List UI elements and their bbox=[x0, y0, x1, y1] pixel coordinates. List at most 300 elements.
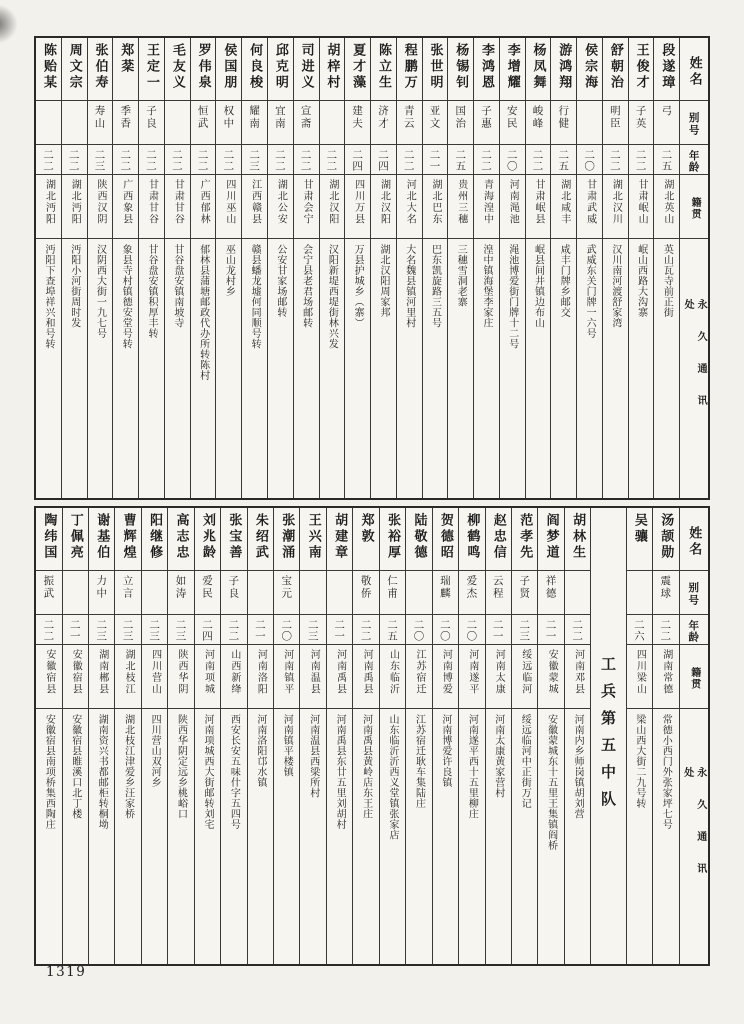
person-alias-cell bbox=[300, 570, 325, 614]
person-column bbox=[36, 38, 61, 498]
person-name: 陈立生 bbox=[375, 43, 391, 91]
person-name-cell bbox=[565, 508, 590, 570]
person-address-cell bbox=[538, 708, 563, 964]
person-name: 罗伟泉 bbox=[195, 43, 211, 91]
person-name-cell bbox=[551, 38, 576, 100]
person-native-place: 四川万县 bbox=[352, 179, 364, 225]
person-column bbox=[247, 508, 273, 964]
person-column bbox=[652, 508, 678, 964]
person-alias: 宝元 bbox=[280, 575, 293, 600]
person-native-place-cell bbox=[448, 174, 473, 238]
person-native-place: 江苏宿迁 bbox=[413, 649, 425, 695]
person-alias: 耀南 bbox=[248, 105, 261, 130]
person-native-place-cell bbox=[406, 644, 431, 708]
person-alias-cell bbox=[500, 100, 525, 144]
person-address: 河南博爱许良镇 bbox=[439, 714, 451, 788]
person-address-cell bbox=[63, 708, 88, 964]
person-age-cell bbox=[448, 144, 473, 174]
person-age: 二五 bbox=[386, 619, 398, 642]
person-age: 二五 bbox=[454, 149, 467, 172]
person-alias: 青云 bbox=[402, 105, 415, 130]
person-address: 河南洛阳邙水镇 bbox=[254, 714, 266, 788]
person-name-cell bbox=[113, 38, 138, 100]
person-address-cell bbox=[526, 238, 551, 498]
person-native-place-cell bbox=[139, 174, 164, 238]
person-name: 阳继修 bbox=[147, 513, 163, 561]
person-name: 阎梦道 bbox=[543, 513, 559, 561]
person-address-cell bbox=[216, 238, 241, 498]
person-native-place-cell bbox=[165, 174, 190, 238]
person-age: 二二 bbox=[634, 149, 647, 172]
person-column bbox=[194, 508, 220, 964]
person-name: 程鹏万 bbox=[401, 43, 417, 91]
person-alias: 子良 bbox=[227, 575, 240, 600]
header-label-alias-cell bbox=[680, 570, 709, 614]
person-column bbox=[628, 38, 654, 498]
person-name-cell bbox=[36, 508, 61, 570]
person-name-cell bbox=[512, 508, 537, 570]
person-name: 司进义 bbox=[298, 43, 314, 91]
person-alias: 济才 bbox=[376, 105, 389, 130]
person-address-cell bbox=[248, 708, 273, 964]
person-name-cell bbox=[603, 38, 628, 100]
person-native-place: 湖北公安 bbox=[275, 179, 287, 225]
person-native-place-cell bbox=[433, 644, 458, 708]
person-address-cell bbox=[89, 708, 114, 964]
header-column bbox=[679, 508, 709, 964]
person-age-cell bbox=[577, 144, 602, 174]
person-age: 二二 bbox=[608, 149, 621, 172]
person-address-cell bbox=[500, 238, 525, 498]
person-alias-cell bbox=[371, 100, 396, 144]
person-alias: 亚文 bbox=[428, 105, 441, 130]
person-address-cell bbox=[242, 238, 267, 498]
person-native-place-cell bbox=[629, 174, 654, 238]
person-name-cell bbox=[63, 508, 88, 570]
person-address-cell bbox=[274, 708, 299, 964]
person-alias-cell bbox=[577, 100, 602, 144]
person-address: 甘谷盘安镇南坡寺 bbox=[171, 244, 183, 328]
person-address-cell bbox=[327, 708, 352, 964]
person-column bbox=[511, 508, 537, 964]
person-age: 二〇 bbox=[412, 619, 425, 642]
person-column bbox=[602, 38, 628, 498]
person-column bbox=[319, 38, 345, 498]
person-address-cell bbox=[300, 708, 325, 964]
person-alias-cell bbox=[168, 570, 193, 614]
person-native-place-cell bbox=[327, 644, 352, 708]
person-alias: 振武 bbox=[42, 575, 55, 600]
person-name-cell bbox=[577, 38, 602, 100]
person-column bbox=[273, 508, 299, 964]
person-name: 汤颉勋 bbox=[658, 513, 674, 561]
person-native-place: 甘肃会宁 bbox=[301, 179, 313, 225]
person-age: 二四 bbox=[351, 149, 364, 172]
person-native-place: 河南太康 bbox=[493, 649, 505, 695]
person-age: 二一 bbox=[544, 619, 557, 642]
person-native-place-cell bbox=[397, 174, 422, 238]
person-age-cell bbox=[629, 144, 654, 174]
person-native-place-cell bbox=[268, 174, 293, 238]
unit-column bbox=[590, 508, 625, 964]
person-native-place: 河南项城 bbox=[202, 649, 214, 695]
person-alias-cell bbox=[512, 570, 537, 614]
header-label-age: 年龄 bbox=[687, 620, 700, 643]
person-alias: 祥德 bbox=[544, 575, 557, 600]
person-name-cell bbox=[526, 38, 551, 100]
person-name-cell bbox=[397, 38, 422, 100]
person-age: 二二 bbox=[325, 149, 338, 172]
person-alias-cell bbox=[380, 570, 405, 614]
person-name-cell bbox=[294, 38, 319, 100]
person-alias-cell bbox=[62, 100, 87, 144]
person-name-cell bbox=[88, 38, 113, 100]
person-address-cell bbox=[551, 238, 576, 498]
person-native-place-cell bbox=[565, 644, 590, 708]
person-address: 三穗雪洞老寨 bbox=[455, 244, 467, 307]
person-column bbox=[396, 38, 422, 498]
person-age-cell bbox=[433, 614, 458, 644]
person-native-place-cell bbox=[216, 174, 241, 238]
person-native-place-cell bbox=[36, 644, 61, 708]
person-age-cell bbox=[327, 614, 352, 644]
person-native-place: 陕西华阴 bbox=[176, 649, 187, 695]
person-age: 二四 bbox=[200, 619, 213, 642]
person-age: 二二 bbox=[145, 149, 158, 172]
person-age: 二一 bbox=[333, 619, 346, 642]
person-age-cell bbox=[36, 614, 61, 644]
person-address-cell bbox=[397, 238, 422, 498]
person-age-cell bbox=[653, 614, 678, 644]
person-address-cell bbox=[512, 708, 537, 964]
person-name: 曹辉煌 bbox=[120, 513, 136, 561]
person-age: 二二 bbox=[119, 149, 132, 172]
person-name: 张裕厚 bbox=[385, 513, 400, 561]
person-age: 二二 bbox=[359, 619, 372, 642]
person-alias-cell bbox=[627, 570, 652, 614]
person-address: 沔阳下查埠祥兴和号转 bbox=[42, 244, 54, 349]
person-name-cell bbox=[115, 508, 140, 570]
roster-table-bottom bbox=[34, 506, 710, 966]
header-label-age: 年龄 bbox=[687, 150, 700, 173]
person-native-place-cell bbox=[603, 174, 628, 238]
person-address-cell bbox=[629, 238, 654, 498]
person-column bbox=[293, 38, 319, 498]
person-native-place: 湖北汉阳 bbox=[326, 179, 338, 225]
person-native-place: 安徽蒙城 bbox=[546, 649, 558, 695]
person-age: 二二 bbox=[299, 149, 312, 172]
person-alias: 力中 bbox=[95, 575, 108, 600]
person-native-place-cell bbox=[474, 174, 499, 238]
person-address: 渑池博爱街门牌十二号 bbox=[506, 244, 518, 349]
person-name-cell bbox=[371, 38, 396, 100]
person-name: 何良梭 bbox=[247, 43, 263, 91]
person-address-cell bbox=[371, 238, 396, 498]
person-age: 二三 bbox=[518, 619, 531, 642]
person-address-cell bbox=[353, 708, 378, 964]
person-alias: 爱民 bbox=[200, 575, 213, 600]
person-age: 二二 bbox=[170, 149, 183, 172]
person-name: 王定一 bbox=[144, 43, 160, 91]
person-name: 游鸿翔 bbox=[556, 43, 572, 91]
person-address: 河南内乡师岗镇胡刘营 bbox=[572, 714, 584, 819]
person-name: 赵忠信 bbox=[490, 513, 506, 561]
person-address: 安徽宿县南项桥集西陶庄 bbox=[43, 714, 55, 830]
person-age-cell bbox=[371, 144, 396, 174]
header-label-name-cell bbox=[680, 38, 708, 100]
person-address: 汉川南河渡舒家湾 bbox=[609, 244, 621, 328]
person-name: 张宝善 bbox=[226, 513, 242, 561]
person-column bbox=[537, 508, 563, 964]
person-age: 二〇 bbox=[280, 619, 293, 642]
person-name: 张伯寿 bbox=[92, 43, 108, 91]
person-native-place-cell bbox=[88, 174, 113, 238]
person-age-cell bbox=[512, 614, 537, 644]
person-age-cell bbox=[242, 144, 267, 174]
person-name: 胡林生 bbox=[570, 513, 586, 561]
person-age: 二二 bbox=[227, 619, 240, 642]
person-address-cell bbox=[62, 238, 87, 498]
person-name: 杨凤舞 bbox=[530, 43, 546, 91]
person-age: 二五 bbox=[660, 149, 673, 172]
person-native-place-cell bbox=[62, 174, 87, 238]
person-alias: 敬侨 bbox=[359, 575, 372, 600]
person-name-cell bbox=[195, 508, 220, 570]
person-alias-cell bbox=[191, 100, 216, 144]
person-alias-cell bbox=[565, 570, 590, 614]
person-age: 二〇 bbox=[583, 149, 596, 172]
person-age-cell bbox=[423, 144, 448, 174]
person-native-place: 江西赣县 bbox=[249, 179, 261, 225]
person-address-cell bbox=[603, 238, 628, 498]
person-age: 二二 bbox=[659, 619, 672, 642]
person-alias-cell bbox=[551, 100, 576, 144]
person-name-cell bbox=[268, 38, 293, 100]
person-address-cell bbox=[191, 238, 216, 498]
person-age-cell bbox=[248, 614, 273, 644]
header-label-alias-cell bbox=[680, 100, 708, 144]
person-address-cell bbox=[486, 708, 511, 964]
person-age: 二一 bbox=[68, 619, 81, 642]
person-alias-cell bbox=[139, 100, 164, 144]
person-alias-cell bbox=[406, 570, 431, 614]
person-age-cell bbox=[221, 614, 246, 644]
person-native-place: 湖北汉阳 bbox=[378, 179, 390, 225]
person-name: 邱克明 bbox=[272, 43, 288, 91]
person-native-place: 河南禹县 bbox=[334, 649, 346, 695]
person-name-cell bbox=[327, 508, 352, 570]
person-name: 陆敬德 bbox=[411, 513, 427, 561]
person-native-place-cell bbox=[353, 644, 378, 708]
person-address: 山东临沂沂西义堂镇张家店 bbox=[387, 714, 398, 840]
person-alias: 子贤 bbox=[518, 575, 531, 600]
unit-label: 工兵第五中队 bbox=[598, 656, 617, 818]
person-column bbox=[190, 38, 216, 498]
person-alias-cell bbox=[459, 570, 484, 614]
person-alias: 安民 bbox=[505, 105, 518, 130]
person-alias-cell bbox=[433, 570, 458, 614]
person-native-place-cell bbox=[459, 644, 484, 708]
person-address: 陕西华阴定远乡桃峪口 bbox=[175, 714, 187, 819]
person-native-place-cell bbox=[168, 644, 193, 708]
person-name-cell bbox=[474, 38, 499, 100]
header-label-age-cell bbox=[680, 144, 708, 174]
person-column bbox=[215, 38, 241, 498]
person-alias: 子惠 bbox=[480, 105, 492, 130]
person-address: 河南项城西大街邮转刘宅 bbox=[201, 714, 213, 830]
person-native-place-cell bbox=[36, 174, 61, 238]
person-native-place-cell bbox=[380, 644, 405, 708]
person-name-cell bbox=[62, 38, 87, 100]
person-name: 王俊才 bbox=[633, 43, 649, 91]
person-column bbox=[241, 38, 267, 498]
person-name-cell bbox=[654, 38, 679, 100]
person-age-cell bbox=[165, 144, 190, 174]
person-name-cell bbox=[216, 38, 241, 100]
person-alias-cell bbox=[36, 100, 61, 144]
person-age-cell bbox=[538, 614, 563, 644]
person-address: 西安长安五味什字五四号 bbox=[228, 714, 240, 830]
person-age: 二四 bbox=[376, 149, 389, 172]
person-native-place-cell bbox=[63, 644, 88, 708]
header-label-name: 姓名 bbox=[686, 55, 702, 88]
person-address-cell bbox=[423, 238, 448, 498]
person-native-place: 安徽宿县 bbox=[43, 649, 55, 695]
person-address-cell bbox=[139, 238, 164, 498]
person-column bbox=[422, 38, 448, 498]
person-address-cell bbox=[459, 708, 484, 964]
person-alias-cell bbox=[274, 570, 299, 614]
person-address-cell bbox=[433, 708, 458, 964]
person-native-place: 甘肃甘谷 bbox=[146, 179, 158, 225]
person-alias: 子良 bbox=[145, 105, 158, 130]
person-age-cell bbox=[603, 144, 628, 174]
person-address-cell bbox=[113, 238, 138, 498]
person-native-place: 湖北英山 bbox=[661, 179, 673, 225]
person-alias-cell bbox=[526, 100, 551, 144]
person-native-place-cell bbox=[242, 174, 267, 238]
person-address-cell bbox=[168, 708, 193, 964]
header-column bbox=[679, 38, 708, 498]
person-name-cell bbox=[300, 508, 325, 570]
person-alias-cell bbox=[486, 570, 511, 614]
page-number: 1319 bbox=[46, 964, 87, 980]
person-native-place: 陕西汉阴 bbox=[95, 179, 107, 225]
person-address: 湟中镇海堡李家庄 bbox=[481, 244, 492, 328]
person-column bbox=[61, 38, 87, 498]
person-age: 二二 bbox=[42, 619, 55, 642]
person-column bbox=[88, 508, 114, 964]
person-native-place: 河南镇平 bbox=[281, 649, 293, 695]
person-alias: 弓 bbox=[660, 105, 673, 118]
person-age: 二〇 bbox=[438, 619, 451, 642]
person-native-place: 河南博爱 bbox=[440, 649, 452, 695]
person-alias-cell bbox=[423, 100, 448, 144]
header-label-address: 永久通讯处 bbox=[681, 766, 706, 895]
person-age-cell bbox=[216, 144, 241, 174]
person-address-cell bbox=[448, 238, 473, 498]
person-address: 绥远临河中正街万记 bbox=[519, 714, 531, 809]
person-address: 汉阳新堤西堤街林兴发 bbox=[326, 244, 338, 349]
person-alias: 如涛 bbox=[174, 575, 187, 600]
person-name-cell bbox=[380, 508, 405, 570]
person-column bbox=[432, 508, 458, 964]
header-label-place-cell bbox=[680, 644, 709, 708]
person-name: 舒朝治 bbox=[607, 43, 623, 91]
person-native-place-cell bbox=[142, 644, 167, 708]
person-age-cell bbox=[62, 144, 87, 174]
person-age-cell bbox=[345, 144, 370, 174]
person-age-cell bbox=[300, 614, 325, 644]
person-address: 江苏宿迁耿车集陆庄 bbox=[413, 714, 425, 809]
person-alias-cell bbox=[538, 570, 563, 614]
header-label-address-cell bbox=[680, 708, 709, 964]
person-address-cell bbox=[565, 708, 590, 964]
person-age-cell bbox=[274, 614, 299, 644]
person-name-cell bbox=[274, 508, 299, 570]
person-native-place: 河南邓县 bbox=[572, 649, 584, 695]
person-native-place-cell bbox=[371, 174, 396, 238]
person-address-cell bbox=[406, 708, 431, 964]
person-age: 二三 bbox=[174, 619, 187, 642]
unit-label-cell bbox=[591, 508, 625, 964]
person-column bbox=[62, 508, 88, 964]
person-name: 李鸿恩 bbox=[479, 43, 494, 91]
person-name: 高志忠 bbox=[173, 513, 189, 561]
person-age: 二二 bbox=[222, 149, 235, 172]
person-name-cell bbox=[423, 38, 448, 100]
person-native-place: 贵州三穗 bbox=[455, 179, 467, 225]
person-address-cell bbox=[142, 708, 167, 964]
person-age: 二二 bbox=[273, 149, 286, 172]
person-column bbox=[87, 38, 113, 498]
person-native-place: 山东临沂 bbox=[387, 649, 399, 695]
person-address: 安徽宿县睢溪口北丁楼 bbox=[69, 714, 81, 819]
person-native-place: 安徽宿县 bbox=[70, 649, 82, 695]
person-name-cell bbox=[433, 508, 458, 570]
person-column bbox=[626, 508, 652, 964]
person-address-cell bbox=[115, 708, 140, 964]
person-alias: 恒武 bbox=[196, 105, 209, 130]
person-address-cell bbox=[88, 238, 113, 498]
person-age-cell bbox=[195, 614, 220, 644]
person-alias-cell bbox=[36, 570, 61, 614]
person-native-place: 湖北咸丰 bbox=[558, 179, 570, 225]
person-age: 二二 bbox=[571, 619, 584, 642]
person-native-place-cell bbox=[89, 644, 114, 708]
header-label-address-cell bbox=[680, 238, 708, 498]
person-native-place: 河北大名 bbox=[404, 179, 416, 225]
person-alias: 建夫 bbox=[351, 105, 364, 130]
person-age: 二一 bbox=[428, 149, 441, 172]
person-age-cell bbox=[142, 614, 167, 644]
person-alias-cell bbox=[89, 570, 114, 614]
person-alias: 寿山 bbox=[93, 105, 106, 130]
person-alias: 季香 bbox=[119, 105, 132, 130]
person-name: 刘兆龄 bbox=[199, 513, 215, 561]
person-native-place-cell bbox=[294, 174, 319, 238]
person-native-place-cell bbox=[653, 644, 678, 708]
person-address: 巴东凯旋路三五号 bbox=[429, 244, 441, 328]
person-alias-cell bbox=[654, 100, 679, 144]
person-alias: 瑞麟 bbox=[438, 575, 451, 600]
person-native-place: 河南禹县 bbox=[361, 649, 373, 695]
person-native-place-cell bbox=[486, 644, 511, 708]
person-name-cell bbox=[345, 38, 370, 100]
person-native-place-cell bbox=[300, 644, 325, 708]
person-address: 河南遂平西十五里柳庄 bbox=[466, 714, 478, 819]
person-column bbox=[220, 508, 246, 964]
